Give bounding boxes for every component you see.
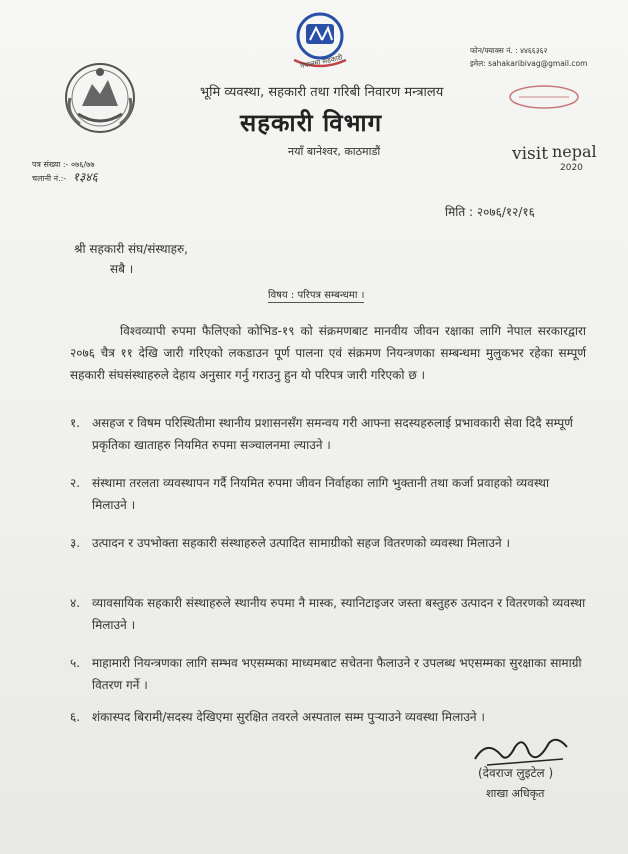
list-item-number: ६. xyxy=(70,710,81,724)
chalani-value: १३४६ xyxy=(72,170,98,184)
list-item xyxy=(70,706,586,728)
nepal-emblem-icon xyxy=(60,58,140,136)
phone-label: फोन/फ्याक्स नं. : xyxy=(470,46,518,55)
list-item-number: ४. xyxy=(70,596,81,610)
recipient-block xyxy=(74,239,188,279)
email-line xyxy=(470,57,587,70)
recipient-line-1: श्री सहकारी संघ/संस्थाहरु, xyxy=(74,242,188,256)
reference-block xyxy=(32,158,98,185)
ministry-name: भूमि व्यवस्था, सहकारी तथा गरिबी निवारण मन्त्रालय xyxy=(200,85,444,100)
phone-line xyxy=(470,44,587,57)
list-item-number: २. xyxy=(70,476,81,490)
recipient-line-2: सबै । xyxy=(110,262,134,276)
list-item-text: संस्थामा तरलता व्यवस्थापन गर्दै नियमित रुपमा जीवन निर्वाहका लागि भुक्तानी तथा कर्जा प्रवाहको व्यवस्था मिलाउने । xyxy=(92,476,550,512)
visit-text: visit xyxy=(512,144,549,164)
body-paragraph: विश्वव्यापी रुपमा फैलिएको कोभिड-१९ को संक्रमणबाट मानवीय जीवन रक्षाका लागि नेपाल सरकारद्वारा २०७६ चैत्र ११ देखि जारी गरिएको लकडाउन पूर्ण पालना एवं संक्रमण नियन्त्रणका सम्बन्धमा मुलुकभर रहेका सम्पूर्ण सहकारी संघसंस्थाहरुले देहाय अनुसार गर्नु गराउनु हुन यो परिपत्र जारी गरिएको छ । xyxy=(70,324,586,382)
list-item-text: शंकास्पद बिरामी/सदस्य देखिएमा सुरक्षित तवरले अस्पताल सम्म पुऱ्याउने व्यवस्था मिलाउने । xyxy=(92,710,485,724)
patra-label: पत्र संख्या :- xyxy=(32,160,69,169)
patra-value: ०७६/७७ xyxy=(70,160,95,169)
approval-stamp-icon xyxy=(505,82,583,112)
list-item xyxy=(70,412,586,456)
list-item-text: असहज र विषम परिस्थितीमा स्थानीय प्रशासनसँग समन्वय गरी आफ्ना सदस्यहरुलाई प्रभावकारी सेवा दिदै सम्पूर्ण प्रकृतिका खाताहरु नियमित रुपमा सञ्चालनमा ल्याउने । xyxy=(92,416,573,452)
list-item xyxy=(70,472,586,516)
signatory-name: (देवराज लुइटेल ) xyxy=(478,766,554,780)
visit-nepal-logo xyxy=(512,132,604,182)
logo-caption: नेपालमा सहकारी xyxy=(299,53,344,71)
department-title: सहकारी विभाग xyxy=(240,109,383,137)
list-item xyxy=(70,532,586,554)
email-value: sahakaribivag@gmail.com xyxy=(488,59,588,68)
list-item-number: १. xyxy=(70,416,81,430)
subject-line: विषय : परिपत्र सम्बन्धमा । xyxy=(268,287,364,303)
phone-value: ४४६६३६२ xyxy=(520,46,548,55)
chalani-line xyxy=(32,171,98,185)
contact-block xyxy=(470,44,587,70)
list-item-text: उत्पादन र उपभोक्ता सहकारी संस्थाहरुले उत्पादित सामाग्रीको सहज वितरणको व्यवस्था मिलाउने । xyxy=(92,536,510,550)
list-item-number: ५. xyxy=(70,656,81,670)
list-item-number: ३. xyxy=(70,536,81,550)
email-label: इमेल: xyxy=(470,59,486,68)
list-item xyxy=(70,592,586,636)
visit-nepal-text: nepal xyxy=(552,142,597,161)
signatory-title: शाखा अधिकृत xyxy=(486,787,545,800)
list-item xyxy=(70,652,586,696)
chalani-label: चलानी नं.:- xyxy=(32,174,67,183)
department-address: नयाँ बानेश्वर, काठमाडौं xyxy=(288,145,381,158)
list-item-text: माहामारी नियन्त्रणका लागि सम्भव भएसम्मका माध्यमबाट सचेतना फैलाउने र उपलब्ध भएसम्मका सुरक्षाका सामाग्री वितरण गर्ने । xyxy=(92,656,582,692)
list-item-text: व्यावसायिक सहकारी संस्थाहरुले स्थानीय रुपमा नै मास्क, स्यानिटाइजर जस्ता बस्तुहरु उत्पादन र वितरणको व्यवस्था मिलाउने । xyxy=(92,596,586,632)
letter-date: मिति : २०७६/१२/१६ xyxy=(445,205,535,219)
visit-year: 2020 xyxy=(560,163,583,173)
